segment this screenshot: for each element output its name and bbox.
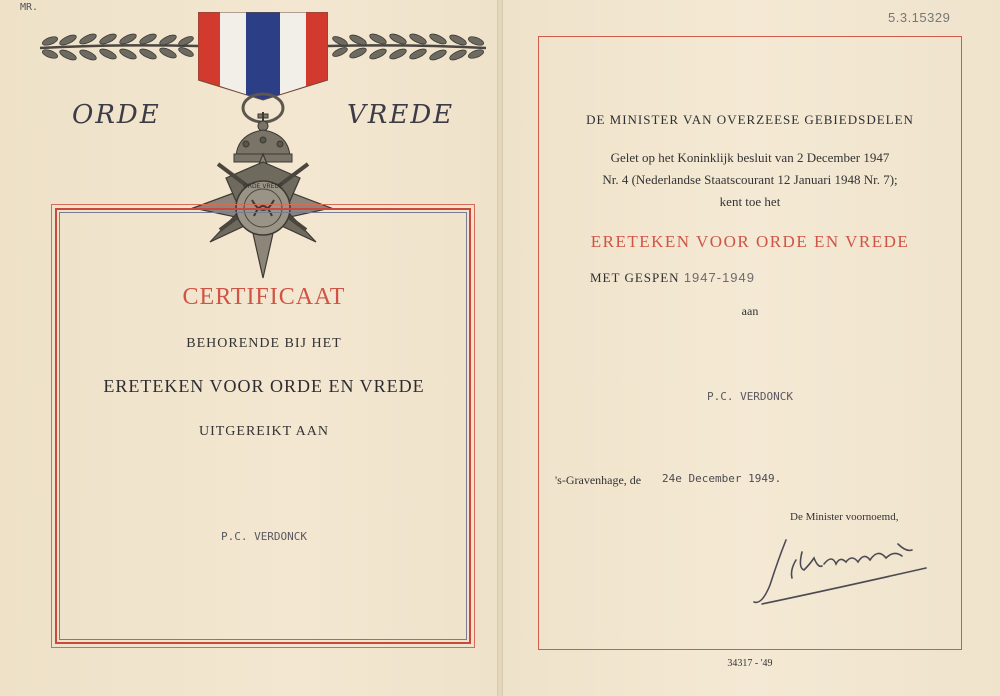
- to-line: aan: [741, 304, 759, 318]
- recipient-right: P.C. VERDONCK: [706, 390, 794, 403]
- clasps-label: MET GESPEN: [590, 270, 680, 285]
- medal-inscription: ORDE VREDE: [243, 183, 283, 190]
- grants-line: kent toe het: [719, 194, 781, 209]
- print-number: 34317 - '49: [727, 658, 773, 669]
- clasps-line: [590, 270, 755, 286]
- belonging-line: BEHORENDE BIJ HET: [186, 336, 342, 351]
- place-line: 's-Gravenhage, de: [555, 473, 642, 487]
- clasps-years: 1947-1949: [683, 270, 755, 285]
- signature-icon: [748, 530, 938, 610]
- archive-number: 5.3.15329: [888, 10, 951, 25]
- certificate-title: CERTIFICAAT: [182, 284, 346, 310]
- recipient-left: P.C. VERDONCK: [220, 530, 308, 543]
- laurel-right-icon: [326, 30, 490, 64]
- motto-left: ORDE: [72, 100, 161, 130]
- signer-title: De Minister voornoemd,: [790, 511, 899, 523]
- laurel-left-icon: [36, 30, 200, 64]
- decree-line-2: Nr. 4 (Nederlandse Staatscourant 12 Januari 1948 Nr. 7);: [602, 172, 898, 187]
- award-name-left: ERETEKEN VOOR ORDE EN VREDE: [103, 376, 425, 396]
- award-name-right: ERETEKEN VOOR ORDE EN VREDE: [590, 232, 910, 251]
- issued-to-line: UITGEREIKT AAN: [198, 424, 329, 439]
- motto-right: VREDE: [347, 100, 455, 130]
- ribbon-icon: [198, 12, 328, 102]
- corner-mark: MR.: [20, 2, 39, 13]
- decree-line-1: Gelet op het Koninklijk besluit van 2 December 1947: [610, 150, 890, 165]
- page-fold: [497, 0, 503, 696]
- minister-heading: DE MINISTER VAN OVERZEESE GEBIEDSDELEN: [586, 112, 914, 127]
- date-line: 24e December 1949.: [662, 472, 782, 485]
